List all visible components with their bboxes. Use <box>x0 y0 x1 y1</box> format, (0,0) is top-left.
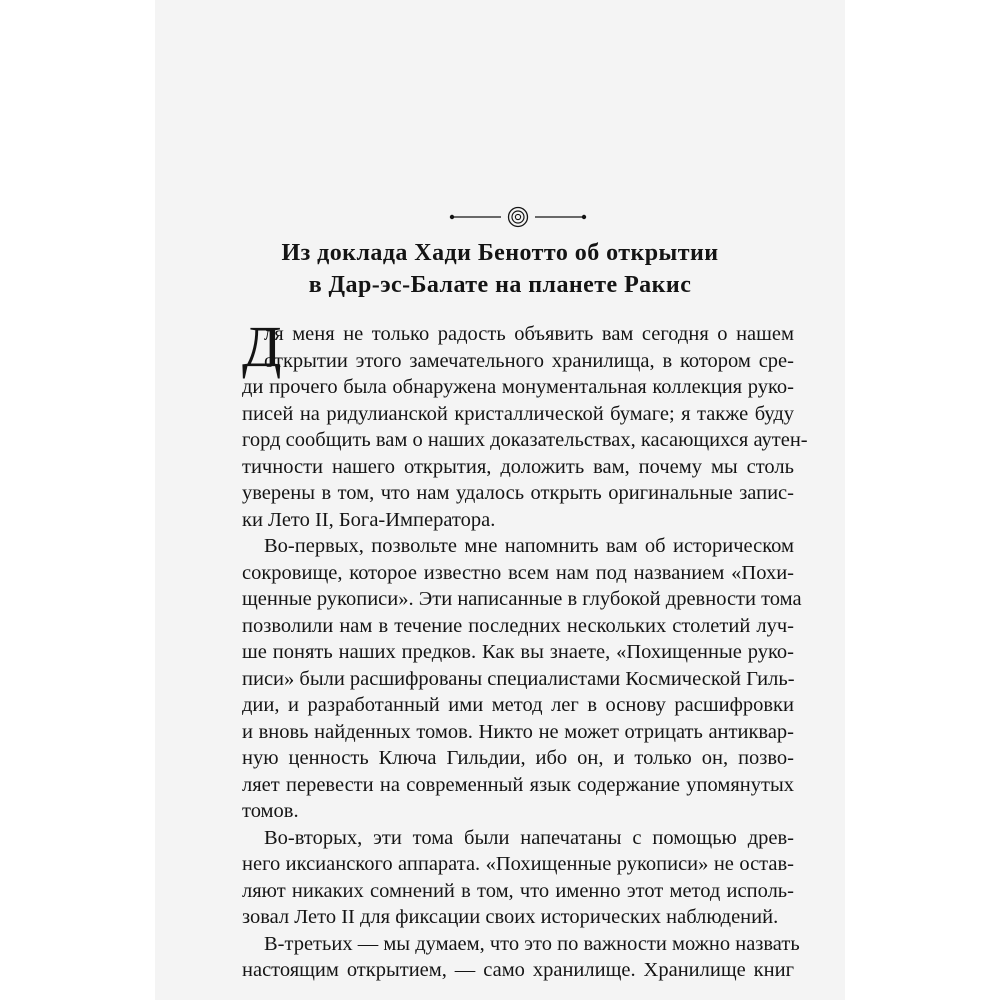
text-line: ди прочего была обнаружена монументальная коллекция руко- <box>242 376 794 398</box>
drop-cap: Д <box>242 314 282 379</box>
text-line: горд сообщить вам о наших доказательствах, касающихся аутен- <box>242 429 808 451</box>
text-line: позволили нам в течение последних нескольких столетий луч- <box>242 614 794 637</box>
chapter-title-line-1: Из доклада Хади Бенотто об открытии <box>281 240 719 266</box>
chapter-title-line-2: в Дар-эс-Балате на планете Ракис <box>308 272 692 298</box>
text-line: дии, и разработанный ими метод лег в основу расшифровки <box>242 694 794 716</box>
text-line: писи» были расшифрованы специалистами Космической Гиль- <box>242 667 795 690</box>
text-line: ляет перевести на современный язык содержание упомянутых <box>242 773 794 796</box>
text-line: ки Лето II, Бога-Императора. <box>242 508 496 531</box>
text-line: писей на ридулианской кристаллической бумаге; я также буду <box>242 402 794 425</box>
paragraph-4 <box>242 931 800 984</box>
paragraph-2 <box>242 533 802 825</box>
text-line: Во-первых, позвольте мне напомнить вам об историческом <box>264 535 794 557</box>
text-line: него иксианского аппарата. «Похищенные рукописи» не остав- <box>242 853 794 875</box>
text-line: В-третьих — мы думаем, что это по важности можно назвать <box>264 932 800 955</box>
text-line: открытии этого замечательного хранилища, в котором сре- <box>264 349 794 372</box>
text-line: зовал Лето II для фиксации своих исторических наблюдений. <box>242 906 779 928</box>
text-line: Во-вторых, эти тома были напечатаны с помощью древ- <box>264 826 794 849</box>
paragraph-1 <box>242 314 808 533</box>
text-line: ную ценность Ключа Гильдии, ибо он, и только он, позво- <box>242 747 794 769</box>
text-line: тичности нашего открытия, доложить вам, почему мы столь <box>242 455 794 478</box>
text-line: сокровище, которое известно всем нам под названием «Похи- <box>242 561 794 584</box>
paragraph-3 <box>242 825 794 931</box>
spiral-ornament-icon <box>449 205 587 229</box>
body-text <box>242 314 808 984</box>
text-line: ляют никаких сомнений в том, что именно этот метод исполь- <box>242 879 794 902</box>
text-line: настоящим открытием, — само хранилище. Хранилище книг <box>242 959 794 981</box>
text-line: и вновь найденных томов. Никто не может отрицать антиквар- <box>242 720 794 743</box>
text-line: уверены в том, что нам удалось открыть оригинальные запис- <box>242 482 794 504</box>
text-line: томов. <box>242 800 299 822</box>
text-line: щенные рукописи». Эти написанные в глубокой древности тома <box>242 588 802 610</box>
text-line: ше понять наших предков. Как вы знаете, «Похищенные руко- <box>242 641 794 663</box>
text-line: ля меня не только радость объявить вам сегодня о нашем <box>264 323 794 345</box>
